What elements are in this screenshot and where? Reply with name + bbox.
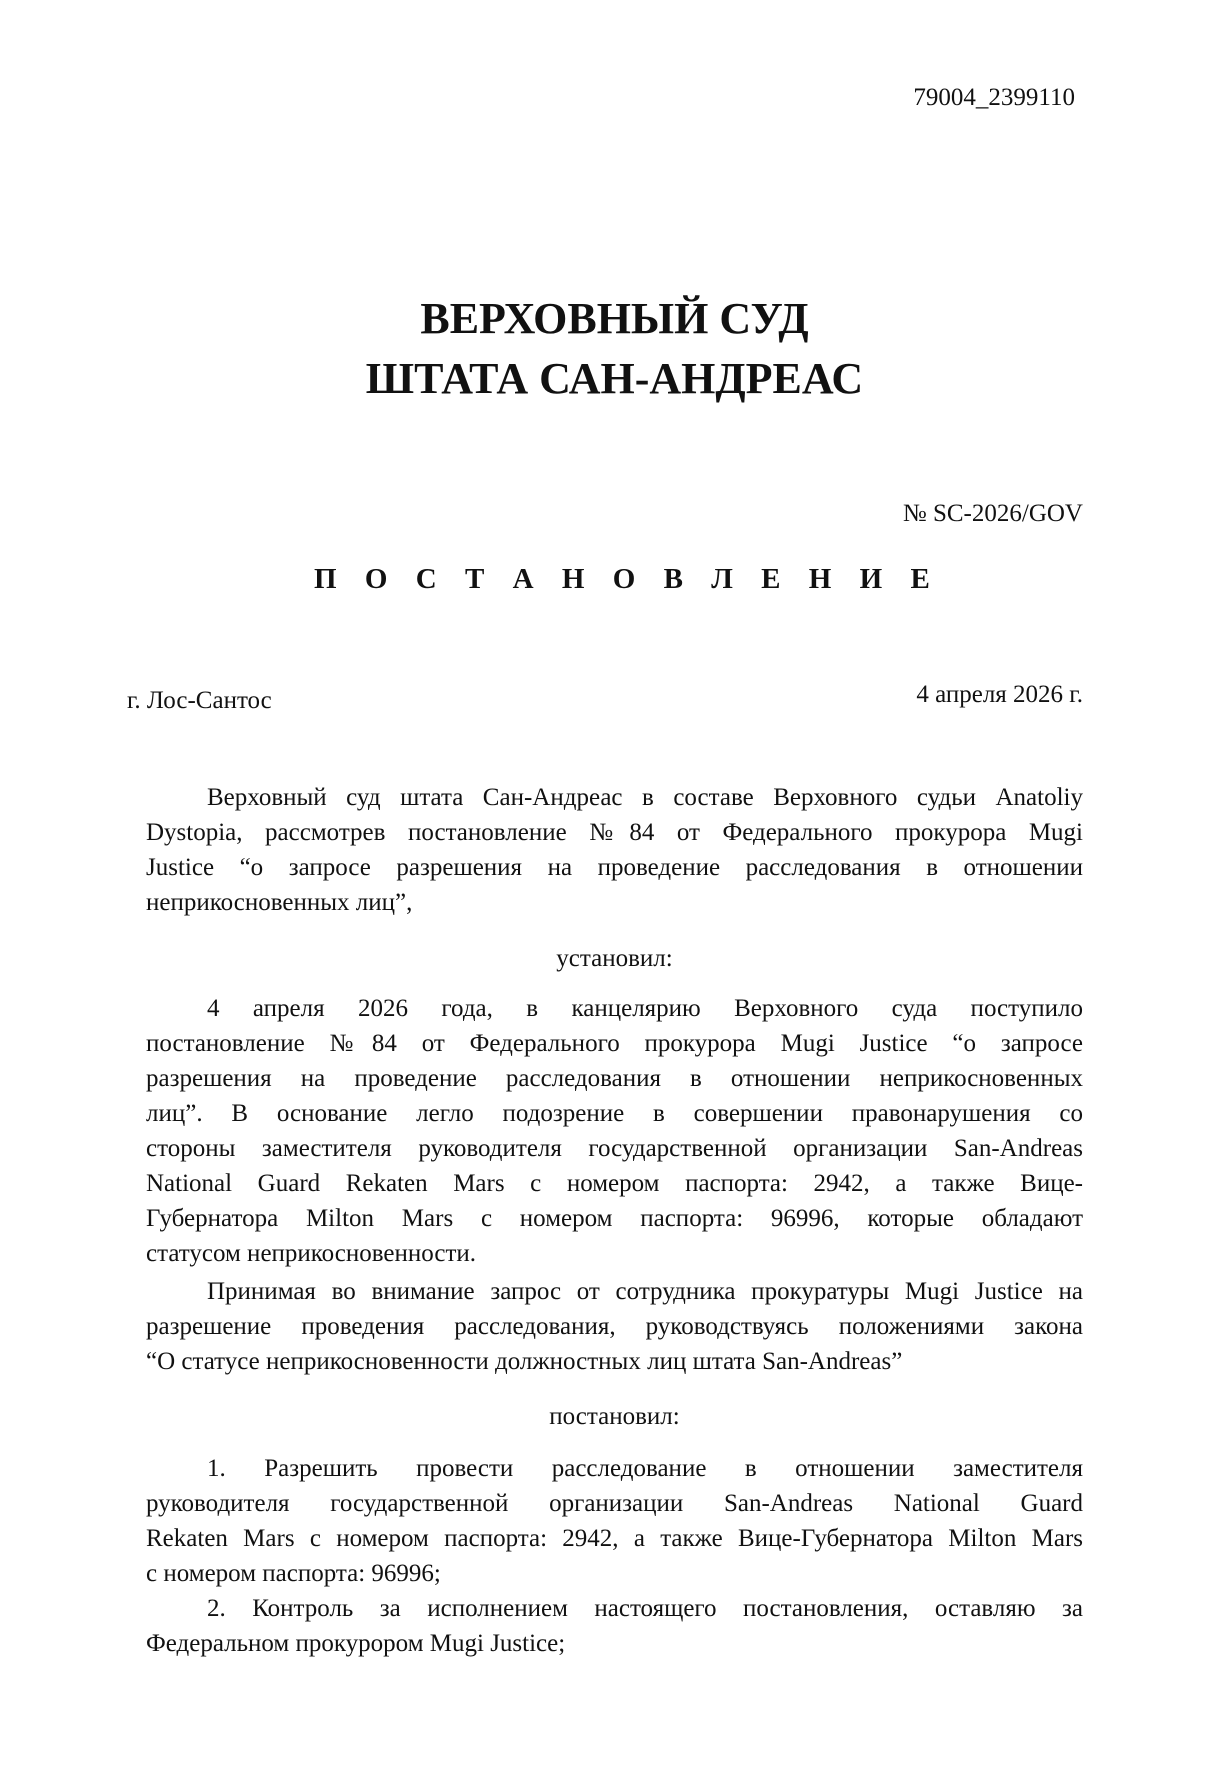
resolution-item-1 [146, 1451, 1083, 1591]
heading-letter: С [415, 563, 437, 595]
heading-letter: О [364, 563, 388, 595]
text-line: Dystopia, рассмотрев постановление №84 от Федерального прокурора Mugi [146, 819, 1083, 846]
heading-letter: А [512, 563, 534, 595]
text-line: 4 апреля 2026 года, в канцелярию Верховного суда поступило [207, 995, 1083, 1022]
heading-letter: И [859, 563, 883, 595]
text-line: “О статусе неприкосновенности должностных лиц штата San-Andreas” [146, 1348, 903, 1375]
text-line: Верховный суд штата Сан-Андреас в составе Верховного судьи Anatoliy [207, 784, 1083, 811]
text-line: Принимая во внимание запрос от сотрудника прокуратуры Mugi Justice на [207, 1278, 1083, 1305]
city: г. Лос-Сантос [127, 687, 272, 714]
heading-letter: В [663, 563, 683, 595]
intro-paragraph [146, 780, 1083, 920]
text-line: неприкосновенных лиц”, [146, 889, 413, 916]
date: 4 апреля 2026 г. [916, 681, 1083, 708]
text-line: разрешения на проведение расследования в отношении неприкосновенных [146, 1065, 1083, 1092]
heading-letter: Т [464, 563, 485, 595]
text-line: стороны заместителя руководителя государственной организации San-Andreas [146, 1135, 1083, 1162]
text-line: постановление №84 от Федерального прокурора Mugi Justice “о запросе [146, 1030, 1083, 1057]
heading-letter: П [314, 563, 337, 595]
text-line: лиц”. В основание легло подозрение в совершении правонарушения со [146, 1100, 1083, 1127]
text-line: 1. Разрешить провести расследование в отношении заместителя [207, 1455, 1083, 1482]
document-type-heading [314, 560, 930, 598]
heading-letter: Н [808, 563, 832, 595]
heading-letter: Н [561, 563, 585, 595]
court-name-line-2: ШТАТА САН-АНДРЕАС [365, 354, 864, 403]
resolution-item-2 [146, 1591, 1083, 1661]
text-line: National Guard Rekaten Mars с номером паспорта: 2942, а также Вице- [146, 1170, 1083, 1197]
established-paragraph [146, 991, 1083, 1271]
heading-letter: Л [711, 563, 733, 595]
heading-letter: Е [910, 563, 930, 595]
considering-paragraph [146, 1274, 1083, 1379]
established-heading: установил: [556, 945, 673, 972]
text-line: 2. Контроль за исполнением настоящего постановления, оставляю за [207, 1595, 1083, 1622]
text-line: Rekaten Mars с номером паспорта: 2942, а также Вице-Губернатора Milton Mars [146, 1525, 1083, 1552]
resolved-heading: постановил: [549, 1403, 680, 1430]
case-number: № SC-2026/GOV [902, 500, 1083, 527]
document-id: 79004_2399110 [913, 84, 1075, 111]
text-line: Федеральном прокурором Mugi Justice; [146, 1630, 566, 1657]
text-line: Justice “о запросе разрешения на проведение расследования в отношении [146, 854, 1083, 881]
heading-letter: Е [761, 563, 781, 595]
heading-letter: О [612, 563, 636, 595]
text-line: Губернатора Milton Mars с номером паспорта: 96996, которые обладают [146, 1205, 1083, 1232]
text-line: руководителя государственной организации San-Andreas National Guard [146, 1490, 1083, 1517]
text-line: разрешение проведения расследования, руководствуясь положениями закона [146, 1313, 1083, 1340]
court-name-line-1: ВЕРХОВНЫЙ СУД [420, 294, 809, 343]
text-line: с номером паспорта: 96996; [146, 1560, 441, 1587]
text-line: статусом неприкосновенности. [146, 1240, 477, 1267]
